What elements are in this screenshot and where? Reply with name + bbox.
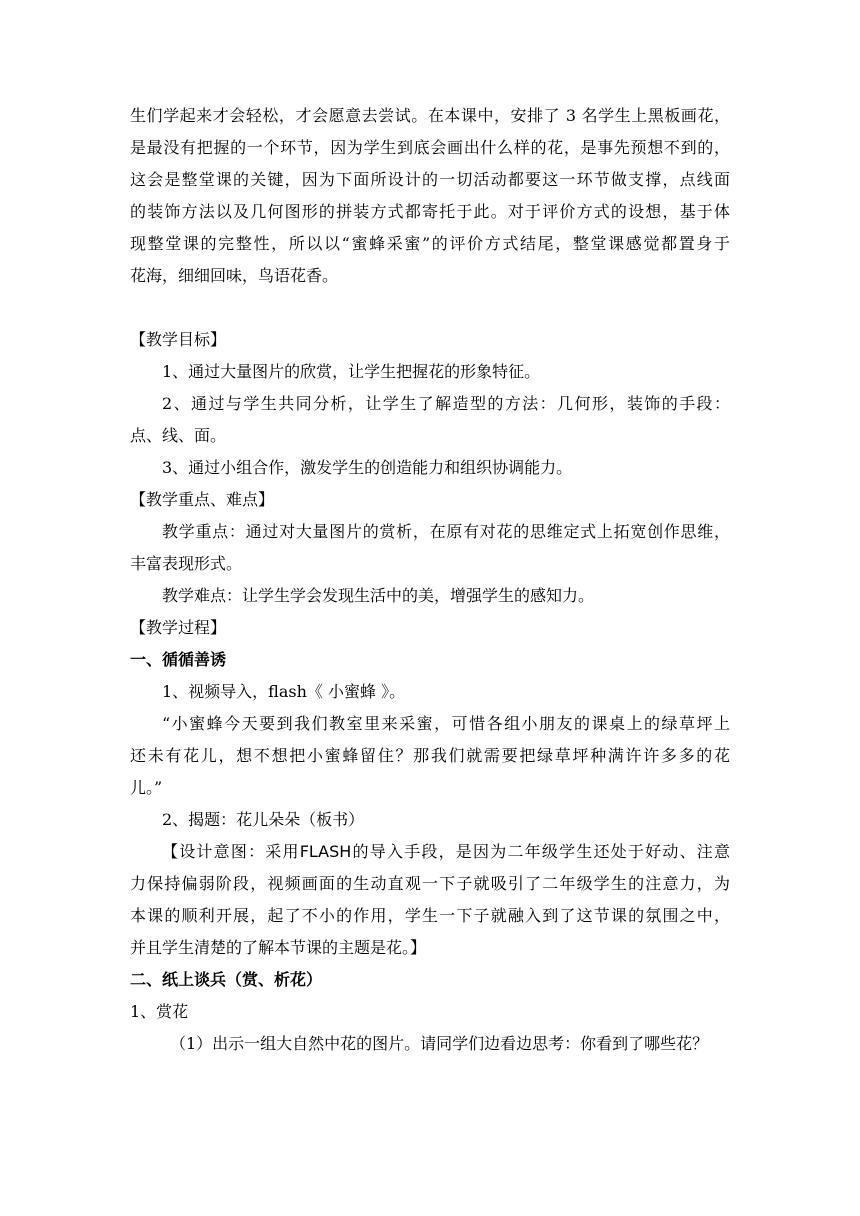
- design-intent-line: 力保持偏弱阶段，视频画面的生动直观一下子就吸引了二年级学生的注意力，为: [130, 874, 730, 893]
- section-1-title: 一、循循善诱: [130, 650, 227, 669]
- goals-heading: 【教学目标】: [130, 330, 227, 349]
- document-page: [130, 100, 730, 1060]
- difficulty-text: 教学难点：让学生学会发现生活中的美，增强学生的感知力。: [162, 586, 595, 605]
- intro-paragraph: [130, 100, 730, 324]
- goal-item-2: 2、通过与学生共同分析，让学生了解造型的方法：几何形，装饰的手段：: [162, 394, 730, 413]
- focus-text: 教学重点：通过对大量图片的赏析，在原有对花的思维定式上拓宽创作思维，: [162, 522, 730, 541]
- quote-line: 还未有花儿，想不想把小蜜蜂留住？那我们就需要把绿草坪种满许许多多的花: [130, 746, 730, 765]
- design-intent-line: 并且学生清楚的了解本节课的主题是花。】: [130, 938, 427, 957]
- step-1: 1、视频导入，flash《 小蜜蜂 》。: [162, 682, 406, 701]
- intro-line: 是最没有把握的一个环节，因为学生到底会画出什么样的花，是事先预想不到的，: [130, 138, 730, 157]
- goal-item-1: 1、通过大量图片的欣赏，让学生把握花的形象特征。: [162, 362, 541, 381]
- goal-item-3: 3、通过小组合作，激发学生的创造能力和组织协调能力。: [162, 458, 573, 477]
- section-2-title: 二、纸上谈兵（赏、析花）: [130, 970, 323, 989]
- intro-line: 这会是整堂课的关键，因为下面所设计的一切活动都要这一环节做支撑，点线面: [130, 170, 730, 189]
- goal-item-2-cont: 点、线、面。: [130, 426, 227, 445]
- appreciate-item-1: （1）出示一组大自然中花的图片。请同学们边看边思考：你看到了哪些花？: [170, 1034, 709, 1053]
- intro-line: 花海，细细回味，鸟语花香。: [130, 266, 339, 285]
- quote-line: “小蜜蜂今天要到我们教室里来采蜜，可惜各组小朋友的课桌上的绿草坪上: [162, 714, 730, 733]
- process-heading: 【教学过程】: [130, 618, 227, 637]
- key-points-heading: 【教学重点、难点】: [130, 490, 275, 509]
- intro-line: 生们学起来才会轻松，才会愿意去尝试。在本课中，安排了 3 名学生上黑板画花，: [130, 106, 730, 125]
- intro-line: 的装饰方法以及几何图形的拼装方式都寄托于此。对于评价方式的设想，基于体: [130, 202, 730, 221]
- intro-line: 现整堂课的完整性，所以以“蜜蜂采蜜”的评价方式结尾，整堂课感觉都置身于: [130, 234, 730, 253]
- step-2: 2、揭题：花儿朵朵（板书）: [162, 810, 365, 829]
- design-intent-line: 本课的顺利开展，起了不小的作用，学生一下子就融入到了这节课的氛围之中，: [130, 906, 730, 925]
- quote-line: 儿。”: [130, 778, 163, 797]
- design-intent-line: 【设计意图：采用FLASH的导入手段，是因为二年级学生还处于好动、注意: [162, 842, 730, 861]
- focus-text-cont: 丰富表现形式。: [130, 554, 243, 573]
- subsection-appreciate: 1、赏花: [130, 1002, 189, 1021]
